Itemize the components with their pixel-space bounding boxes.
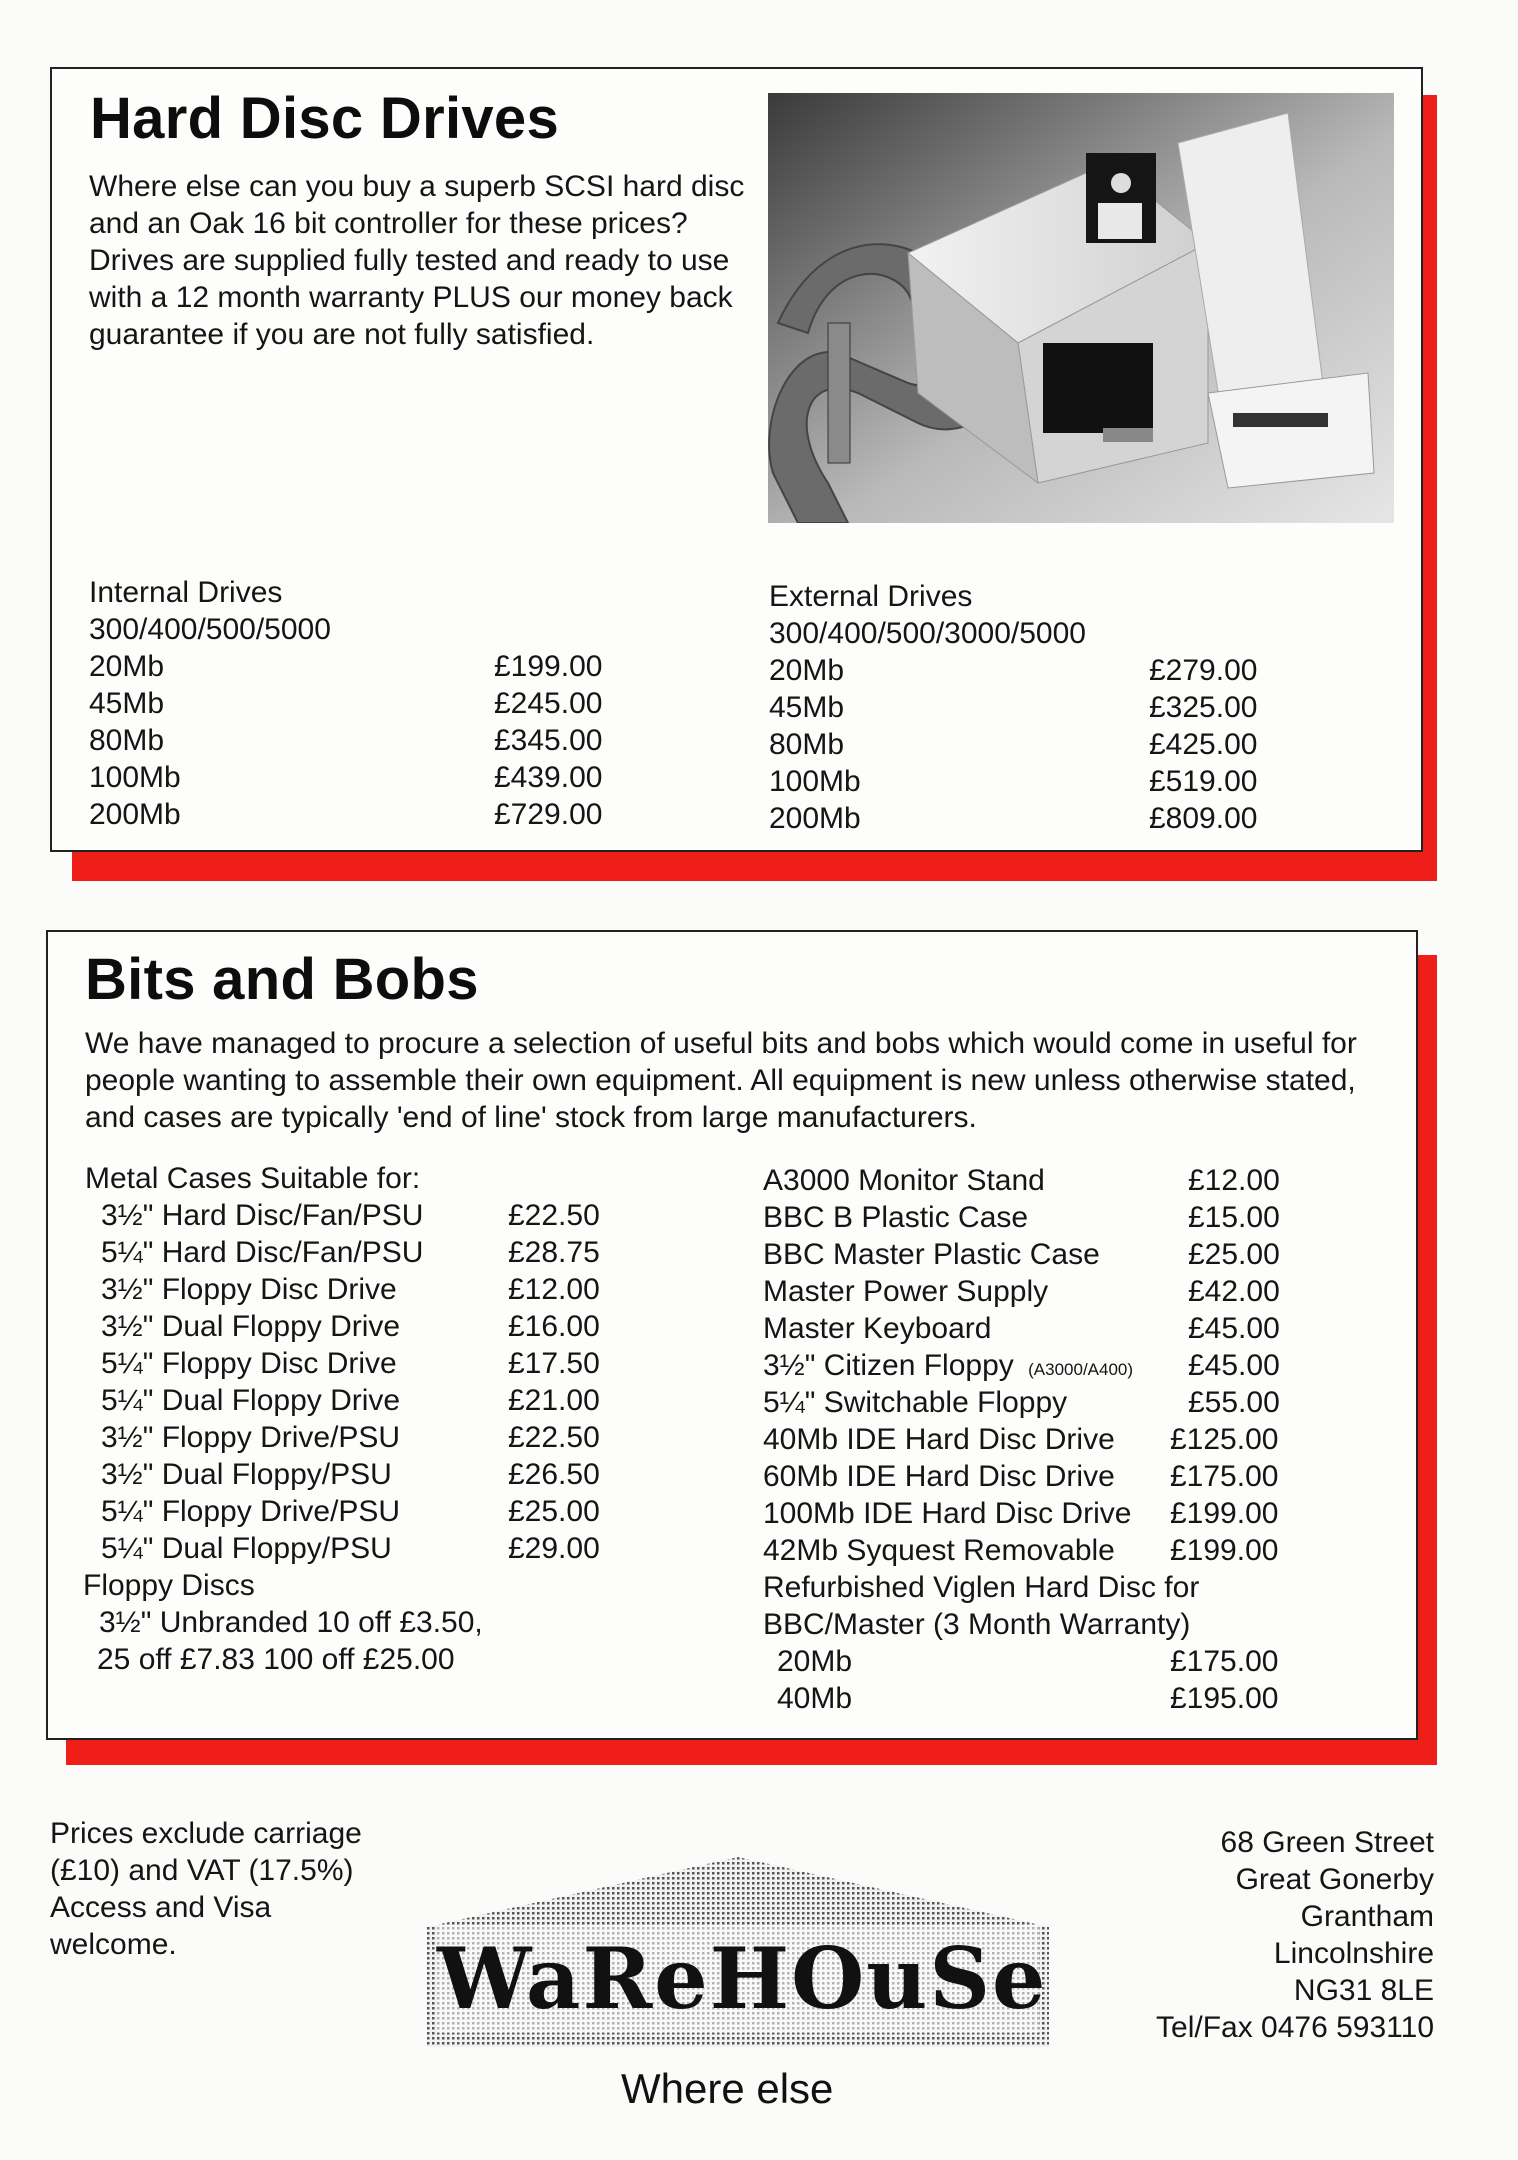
drive-size: 80Mb	[89, 724, 165, 757]
metal-cases-list	[85, 1160, 645, 1680]
drive-size: 45Mb	[89, 687, 165, 720]
item-name: 100Mb IDE Hard Disc Drive	[763, 1497, 1132, 1530]
external-drives-heading: External Drives	[769, 580, 973, 613]
address-line: Tel/Fax 0476 593110	[1156, 2011, 1434, 2044]
case-name: 3½" Hard Disc/Fan/PSU	[101, 1199, 424, 1232]
warehouse-logo	[427, 1857, 1049, 2047]
case-price: £22.50	[508, 1421, 600, 1454]
item-row	[763, 1532, 1363, 1569]
bits-bobs-title: Bits and Bobs	[85, 947, 479, 1012]
terms-line: Prices exclude carriage	[50, 1817, 362, 1850]
item-name: BBC B Plastic Case	[763, 1201, 1029, 1234]
external-drive-row	[769, 726, 1329, 763]
internal-drive-row	[89, 648, 649, 685]
item-row	[763, 1199, 1363, 1236]
case-price: £26.50	[508, 1458, 600, 1491]
tagline: Where else	[621, 2065, 834, 2112]
case-row	[85, 1197, 645, 1234]
metal-cases-heading: Metal Cases Suitable for:	[85, 1162, 421, 1195]
case-name: 5¼" Hard Disc/Fan/PSU	[101, 1236, 424, 1269]
case-row	[85, 1234, 645, 1271]
hard-drives-title: Hard Disc Drives	[90, 86, 560, 151]
item-name: 40Mb IDE Hard Disc Drive	[763, 1423, 1115, 1456]
terms-line: welcome.	[50, 1928, 177, 1961]
drive-size: 80Mb	[769, 728, 845, 761]
drive-price: £439.00	[494, 761, 603, 794]
terms-line: (£10) and VAT (17.5%)	[50, 1854, 354, 1887]
item-name: 60Mb IDE Hard Disc Drive	[763, 1460, 1115, 1493]
drive-size: 45Mb	[769, 691, 845, 724]
floppy-discs-line-1: 3½" Unbranded 10 off £3.50,	[99, 1606, 483, 1639]
hard-drives-panel	[50, 67, 1423, 852]
drive-price: £279.00	[1149, 654, 1258, 687]
logo-wordmark: WaReHOuSe	[437, 1925, 1039, 2033]
drive-size: 20Mb	[89, 650, 165, 683]
viglen-line-1: Refurbished Viglen Hard Disc for	[763, 1571, 1200, 1604]
item-name: 3½" Citizen Floppy	[763, 1349, 1014, 1382]
internal-drive-row	[89, 759, 649, 796]
drive-size: 20Mb	[769, 654, 845, 687]
case-row	[85, 1419, 645, 1456]
floppy-discs-line-2: 25 off £7.83 100 off £25.00	[97, 1643, 455, 1676]
item-price: £45.00	[1188, 1312, 1280, 1345]
case-row	[85, 1308, 645, 1345]
case-row	[85, 1456, 645, 1493]
case-price: £25.00	[508, 1495, 600, 1528]
external-drives-models: 300/400/500/3000/5000	[769, 617, 1086, 650]
case-name: 5¼" Floppy Drive/PSU	[101, 1495, 401, 1528]
case-price: £16.00	[508, 1310, 600, 1343]
case-row	[85, 1530, 645, 1567]
internal-drive-row	[89, 685, 649, 722]
misc-items-list	[763, 1162, 1363, 1722]
external-drive-row	[769, 652, 1329, 689]
terms-text	[50, 1815, 470, 1963]
floppy-discs-heading: Floppy Discs	[83, 1569, 255, 1602]
case-row	[85, 1382, 645, 1419]
item-price: £42.00	[1188, 1275, 1280, 1308]
item-row	[763, 1384, 1363, 1421]
address-line: Lincolnshire	[1273, 1937, 1434, 1970]
case-price: £12.00	[508, 1273, 600, 1306]
case-name: 5¼" Dual Floppy/PSU	[101, 1532, 392, 1565]
case-row	[85, 1345, 645, 1382]
drive-price: £345.00	[494, 724, 603, 757]
item-price: £12.00	[1188, 1164, 1280, 1197]
item-row	[763, 1310, 1363, 1347]
drive-size: 100Mb	[89, 761, 181, 794]
case-row	[85, 1271, 645, 1308]
case-name: 3½" Floppy Drive/PSU	[101, 1421, 401, 1454]
drive-price: £245.00	[494, 687, 603, 720]
item-name: 5¼" Switchable Floppy	[763, 1386, 1068, 1419]
case-price: £17.50	[508, 1347, 600, 1380]
viglen-row	[763, 1643, 1363, 1680]
address-block	[1014, 1824, 1434, 2046]
product-photo-illustration	[768, 93, 1394, 523]
case-price: £29.00	[508, 1532, 600, 1565]
bits-bobs-panel	[46, 930, 1418, 1740]
internal-drive-row	[89, 796, 649, 833]
viglen-size: 40Mb	[777, 1682, 853, 1715]
case-name: 3½" Floppy Disc Drive	[101, 1273, 397, 1306]
drive-price: £199.00	[494, 650, 603, 683]
drive-price: £325.00	[1149, 691, 1258, 724]
item-row	[763, 1458, 1363, 1495]
internal-drives-heading: Internal Drives	[89, 576, 283, 609]
item-price: £25.00	[1188, 1238, 1280, 1271]
item-name: A3000 Monitor Stand	[763, 1164, 1045, 1197]
item-name: BBC Master Plastic Case	[763, 1238, 1100, 1271]
case-price: £21.00	[508, 1384, 600, 1417]
external-drive-row	[769, 689, 1329, 726]
item-name: Master Power Supply	[763, 1275, 1049, 1308]
case-name: 3½" Dual Floppy/PSU	[101, 1458, 392, 1491]
drive-size: 200Mb	[89, 798, 181, 831]
case-name: 5¼" Floppy Disc Drive	[101, 1347, 397, 1380]
item-price: £199.00	[1170, 1497, 1279, 1530]
drive-price: £729.00	[494, 798, 603, 831]
item-name: 42Mb Syquest Removable	[763, 1534, 1115, 1567]
viglen-line-2: BBC/Master (3 Month Warranty)	[763, 1608, 1191, 1641]
drive-size: 200Mb	[769, 802, 861, 835]
external-drive-row	[769, 800, 1329, 837]
case-price: £22.50	[508, 1199, 600, 1232]
external-drive-row	[769, 763, 1329, 800]
case-name: 3½" Dual Floppy Drive	[101, 1310, 401, 1343]
item-note: (A3000/A400)	[1028, 1360, 1134, 1379]
internal-drives-list	[89, 574, 649, 834]
hard-drives-intro: Where else can you buy a superb SCSI hard disc and an Oak 16 bit controller for these prices? Drives are supplied fully tested and ready to use with a 12 month warranty PLUS our money back guarantee if you are not fully satisfied.	[89, 170, 745, 351]
item-price: £175.00	[1170, 1460, 1279, 1493]
external-drives-list	[769, 578, 1329, 838]
internal-drives-models: 300/400/500/5000	[89, 613, 331, 646]
case-name: 5¼" Dual Floppy Drive	[101, 1384, 401, 1417]
item-row	[763, 1495, 1363, 1532]
bits-bobs-intro: We have managed to procure a selection of useful bits and bobs which would come in useful for people wanting to assemble their own equipment. All equipment is new unless otherwise stated, and cases are typically 'end of line' stock from large manufacturers.	[85, 1027, 1357, 1134]
item-row	[763, 1421, 1363, 1458]
terms-line: Access and Visa	[50, 1891, 272, 1924]
drive-price: £425.00	[1149, 728, 1258, 761]
internal-drive-row	[89, 722, 649, 759]
address-line: NG31 8LE	[1293, 1974, 1434, 2007]
viglen-row	[763, 1680, 1363, 1717]
case-price: £28.75	[508, 1236, 600, 1269]
drive-size: 100Mb	[769, 765, 861, 798]
drive-price: £519.00	[1149, 765, 1258, 798]
drive-price: £809.00	[1149, 802, 1258, 835]
item-row	[763, 1347, 1363, 1384]
item-row	[763, 1236, 1363, 1273]
item-row	[763, 1162, 1363, 1199]
address-line: Great Gonerby	[1235, 1863, 1434, 1896]
item-price: £15.00	[1188, 1201, 1280, 1234]
viglen-price: £175.00	[1170, 1645, 1279, 1678]
viglen-price: £195.00	[1170, 1682, 1279, 1715]
viglen-size: 20Mb	[777, 1645, 853, 1678]
hard-drive-product-photo	[768, 93, 1394, 523]
item-price: £45.00	[1188, 1349, 1280, 1382]
item-price: £199.00	[1170, 1534, 1279, 1567]
address-line: 68 Green Street	[1220, 1826, 1434, 1859]
item-row	[763, 1273, 1363, 1310]
item-price: £55.00	[1188, 1386, 1280, 1419]
item-price: £125.00	[1170, 1423, 1279, 1456]
item-name: Master Keyboard	[763, 1312, 992, 1345]
case-row	[85, 1493, 645, 1530]
address-line: Grantham	[1300, 1900, 1434, 1933]
